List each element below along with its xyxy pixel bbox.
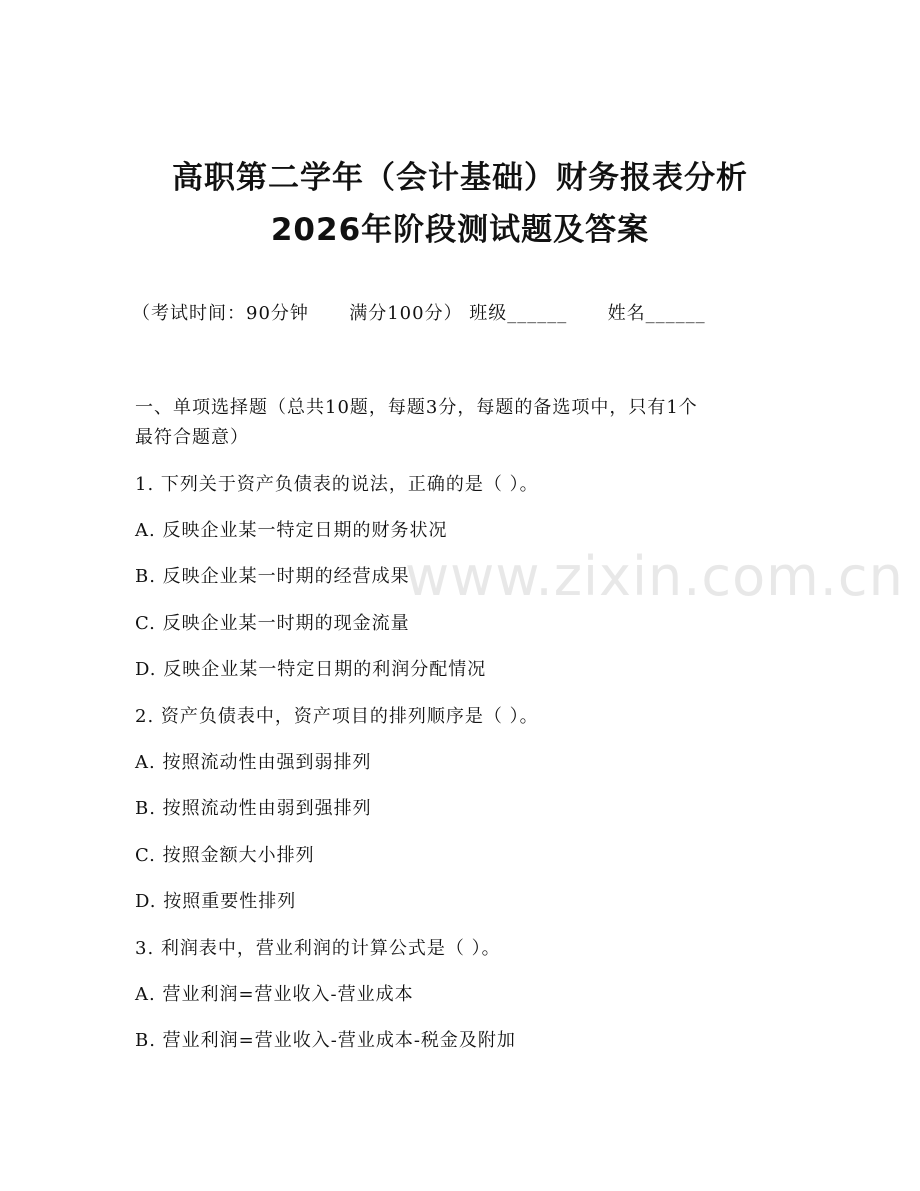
question-3-option-b: B. 营业利润=营业收入-营业成本-税金及附加 <box>135 1030 516 1051</box>
question-1-option-c: C. 反映企业某一时期的现金流量 <box>135 613 410 634</box>
watermark-text: www.zixin.com.cn <box>405 545 904 608</box>
exam-meta-line: （考试时间：90分钟 满分100分） 班级______ 姓名______ <box>132 303 706 324</box>
question-1-option-b: B. 反映企业某一时期的经营成果 <box>135 566 410 587</box>
question-1-option-d: D. 反映企业某一特定日期的利润分配情况 <box>135 659 487 680</box>
document-title-line-1: 高职第二学年（会计基础）财务报表分析 <box>172 160 748 196</box>
section-heading-line-2: 最符合题意） <box>135 427 249 448</box>
question-2-stem: 2. 资产负债表中，资产项目的排列顺序是（ ）。 <box>135 706 539 727</box>
question-3-stem: 3. 利润表中，营业利润的计算公式是（ ）。 <box>135 938 501 959</box>
question-3-option-a: A. 营业利润=营业收入-营业成本 <box>135 984 414 1005</box>
question-2-option-b: B. 按照流动性由弱到强排列 <box>135 798 372 819</box>
question-1-stem: 1. 下列关于资产负债表的说法，正确的是（ ）。 <box>135 474 539 495</box>
section-heading-line-1: 一、单项选择题（总共10题，每题3分，每题的备选项中，只有1个 <box>135 397 698 418</box>
question-2-option-d: D. 按照重要性排列 <box>135 891 297 912</box>
question-2-option-a: A. 按照流动性由强到弱排列 <box>135 752 372 773</box>
question-1-option-a: A. 反映企业某一特定日期的财务状况 <box>135 520 448 541</box>
question-2-option-c: C. 按照金额大小排列 <box>135 845 315 866</box>
document-title-line-2: 2026年阶段测试题及答案 <box>270 212 650 248</box>
